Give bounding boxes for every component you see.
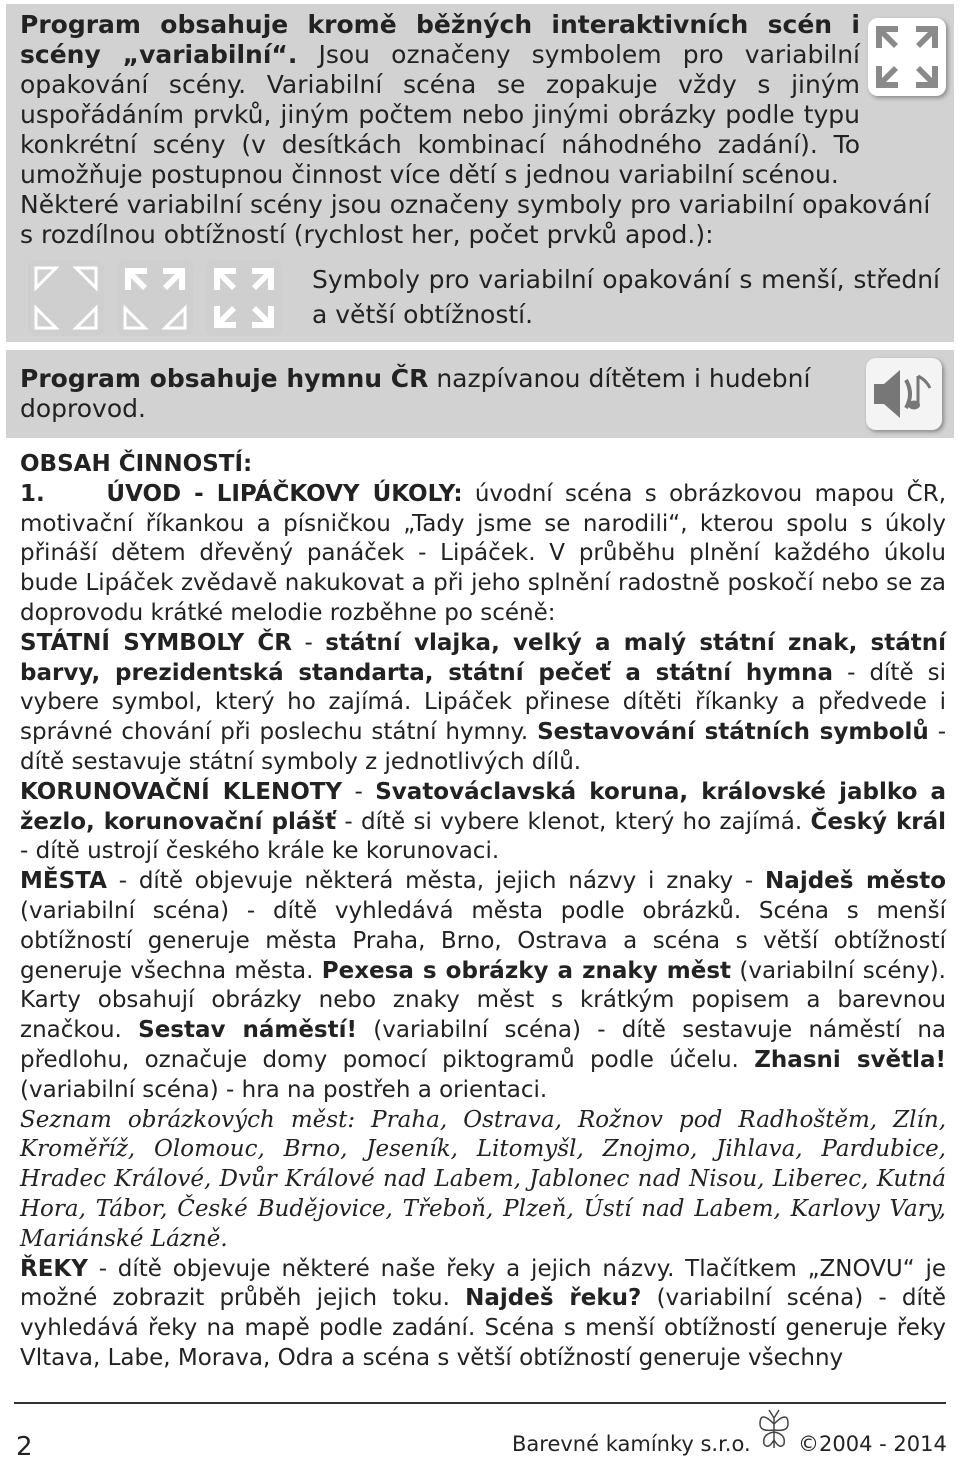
page-number: 2	[16, 1432, 33, 1462]
symbols-caption: Symboly pro variabilní opakování s menší, střední a větší obtížností.	[312, 265, 940, 329]
section-intro: 1. ÚVOD - LIPÁČKOVY ÚKOLY: úvodní scéna s obrázkovou mapou ČR, motivační říkankou a písničkou „Tady jsme se narodili“, kterou spolu s úkoly přináší dětem dřevěný panáček - Lipáček. V průběhu plnění každého úkolu bude Lipáček zvědavě nakukovat a při jeho splnění radostně poskočí nebo se za doprovodu krátké melodie rozběhne po scéně:	[20, 480, 947, 626]
section-cities: MĚSTA - dítě objevuje některá města, jejich názvy i znaky - Najdeš město (variabilní scéna) - dítě vyhledává města podle obrázků. Scéna s menší obtížností generuje města Praha, Brno, Ostrava a scéna s větší obtížností generuje všechna města. Pexesa s obrázky a znaky měst (variabilní scény). Karty obsahují obrázky nebo znaky měst s krátkým popisem a barevnou značkou. Sestav náměstí! (variabilní scéna) - dítě sestavuje náměstí na předlohu, označuje domy pomocí piktogramů podle účelu. Zhasni světla! (variabilní scéna) - hra na postřeh a orientaci.	[20, 868, 947, 1103]
intro-text: Jsou označeny symbolem pro variabilní opakování scény. Variabilní scéna se zopakuje vždy s jiným uspořádáním prvků, jiným počtem nebo jinými obrázky podle typu konkrétní scény (v desítkách kombinací náhodného zadání). To umožňuje postupnou činnost více dětí s jednou variabilní scénou.	[20, 40, 861, 189]
medium-difficulty-icon	[117, 260, 193, 336]
section-state-symbols: STÁTNÍ SYMBOLY ČR - státní vlajka, velký a malý státní znak, státní barvy, prezidentská standarta, státní pečeť a státní hymna - dítě si vybere symbol, který ho zajímá. Lipáček přinese dítěti říkanky a předvede i správné chování při poslechu státní hymny. Sestavování státních symbolů - dítě sestavuje státní symboly z jednotlivých dílů.	[20, 629, 947, 775]
intro-paragraph	[20, 10, 860, 190]
section-crown-jewels: KORUNOVAČNÍ KLENOTY - Svatováclavská koruna, královské jablko a žezlo, korunovační plášť - dítě si vybere klenot, který ho zajímá. Český král - dítě ustrojí českého krále ke korunovaci.	[20, 778, 947, 865]
hymn-paragraph	[20, 364, 850, 424]
activities-heading: OBSAH ČINNOSTÍ:	[20, 451, 253, 477]
hymn-bold: Program obsahuje hymnu ČR	[20, 364, 429, 393]
speaker-music-icon	[866, 358, 942, 430]
large-difficulty-icon	[206, 260, 282, 336]
hymn-text: nazpívanou dítětem i hudební doprovod.	[20, 364, 811, 423]
variable-repeat-icon	[868, 18, 946, 96]
section-rivers: ŘEKY - dítě objevuje některé naše řeky a jejich názvy. Tlačítkem „ZNOVU“ je možné zobrazit průběh jejich toku. Najdeš řeku? (variabilní scéna) - dítě vyhledává řeky na mapě podle zadání. Scéna s menší obtížností generuje řeky Vltava, Labe, Morava, Odra a scéna s větší obtížností generuje všechny	[20, 1255, 947, 1371]
footer-divider	[14, 1402, 946, 1404]
cities-list: Seznam obrázkových měst: Praha, Ostrava, Rožnov pod Radhoštěm, Zlín, Kroměříž, Olomouc, Brno, Jeseník, Litomyšl, Znojmo, Jihlava, Pardubice, Hradec Králové, Dvůr Králové nad Labem, Jablonec nad Nisou, Liberec, Kutná Hora, Tábor, České Budějovice, Třeboň, Plzeň, Ústí nad Labem, Karlovy Vary, Mariánské Lázně.	[20, 1106, 946, 1252]
intro-bold: Program obsahuje kromě běžných interaktivních scén i scény „variabilní“.	[20, 10, 860, 69]
butterfly-logo-icon	[756, 1408, 792, 1452]
company-name: Barevné kamínky s.r.o.	[512, 1432, 751, 1456]
difficulty-paragraph: Některé variabilní scény jsou označeny symboly pro variabilní opakování s rozdílnou obtížností (rychlost her, počet prvků apod.):	[20, 190, 931, 249]
activities-content	[20, 450, 946, 1374]
copyright: ©2004 - 2014	[798, 1432, 947, 1456]
small-difficulty-icon	[28, 260, 104, 336]
